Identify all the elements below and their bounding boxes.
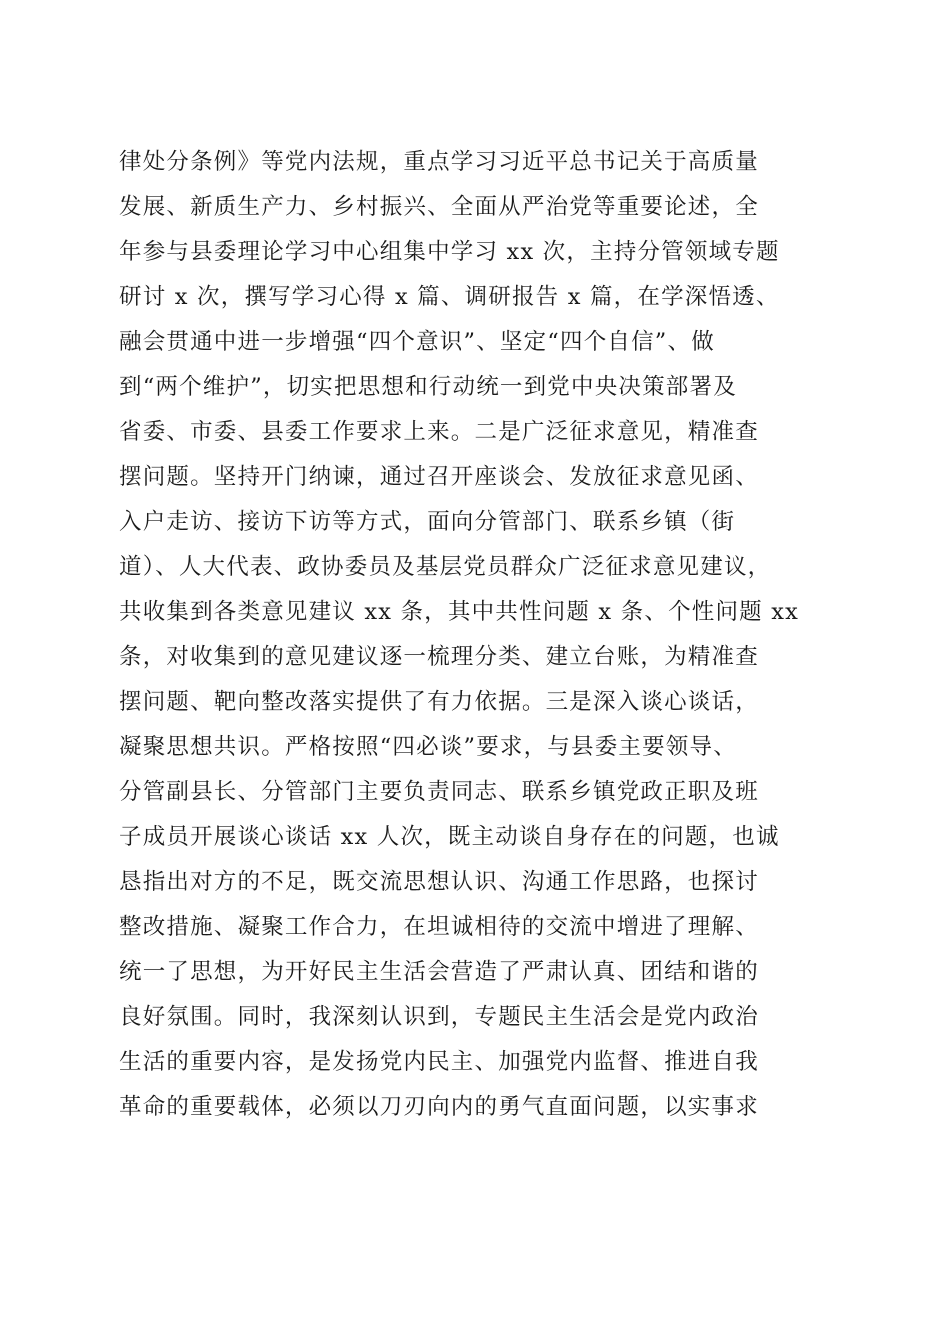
- text-line: 凝聚思想共识。严格按照“四必谈”要求，与县委主要领导、: [119, 734, 737, 760]
- text-line: 到“两个维护”，切实把思想和行动统一到党中央决策部署及: [119, 374, 737, 400]
- text-line: 子成员开展谈心谈话 xx 人次，既主动谈自身存在的问题，也诚: [119, 824, 780, 850]
- text-line: 融会贯通中进一步增强“四个意识”、坚定“四个自信”、做: [119, 329, 715, 355]
- text-line: 省委、市委、县委工作要求上来。二是广泛征求意见，精准查: [119, 419, 759, 445]
- body-text: [119, 140, 839, 1130]
- text-line: 良好氛围。同时，我深刻认识到，专题民主生活会是党内政治: [119, 1004, 759, 1030]
- text-line: 律处分条例》等党内法规，重点学习习近平总书记关于高质量: [119, 149, 759, 175]
- text-line: 条，对收集到的意见建议逐一梳理分类、建立台账，为精准查: [119, 644, 759, 670]
- text-line: 统一了思想，为开好民主生活会营造了严肃认真、团结和谐的: [119, 959, 759, 985]
- text-line: 分管副县长、分管部门主要负责同志、联系乡镇党政正职及班: [119, 779, 759, 805]
- text-line: 道）、人大代表、政协委员及基层党员群众广泛征求意见建议，: [119, 554, 772, 580]
- text-line: 入户走访、接访下访等方式，面向分管部门、联系乡镇（街: [119, 509, 736, 535]
- text-line: 恳指出对方的不足，既交流思想认识、沟通工作思路，也探讨: [119, 869, 759, 895]
- text-line: 整改措施、凝聚工作合力，在坦诚相待的交流中增进了理解、: [119, 914, 759, 940]
- text-line: 摆问题、靶向整改落实提供了有力依据。三是深入谈心谈话，: [119, 689, 759, 715]
- text-line: 生活的重要内容，是发扬党内民主、加强党内监督、推进自我: [119, 1049, 759, 1075]
- text-line: 发展、新质生产力、乡村振兴、全面从严治党等重要论述，全: [119, 194, 759, 220]
- text-line: 革命的重要载体，必须以刀刃向内的勇气直面问题，以实事求: [119, 1094, 759, 1120]
- text-line: 研讨 x 次，撰写学习心得 x 篇、调研报告 x 篇，在学深悟透、: [119, 284, 780, 310]
- text-line: 摆问题。坚持开门纳谏，通过召开座谈会、发放征求意见函、: [119, 464, 759, 490]
- text-line: 年参与县委理论学习中心组集中学习 xx 次，主持分管领域专题: [119, 239, 780, 265]
- text-line: 共收集到各类意见建议 xx 条，其中共性问题 x 条、个性问题 xx: [119, 599, 800, 625]
